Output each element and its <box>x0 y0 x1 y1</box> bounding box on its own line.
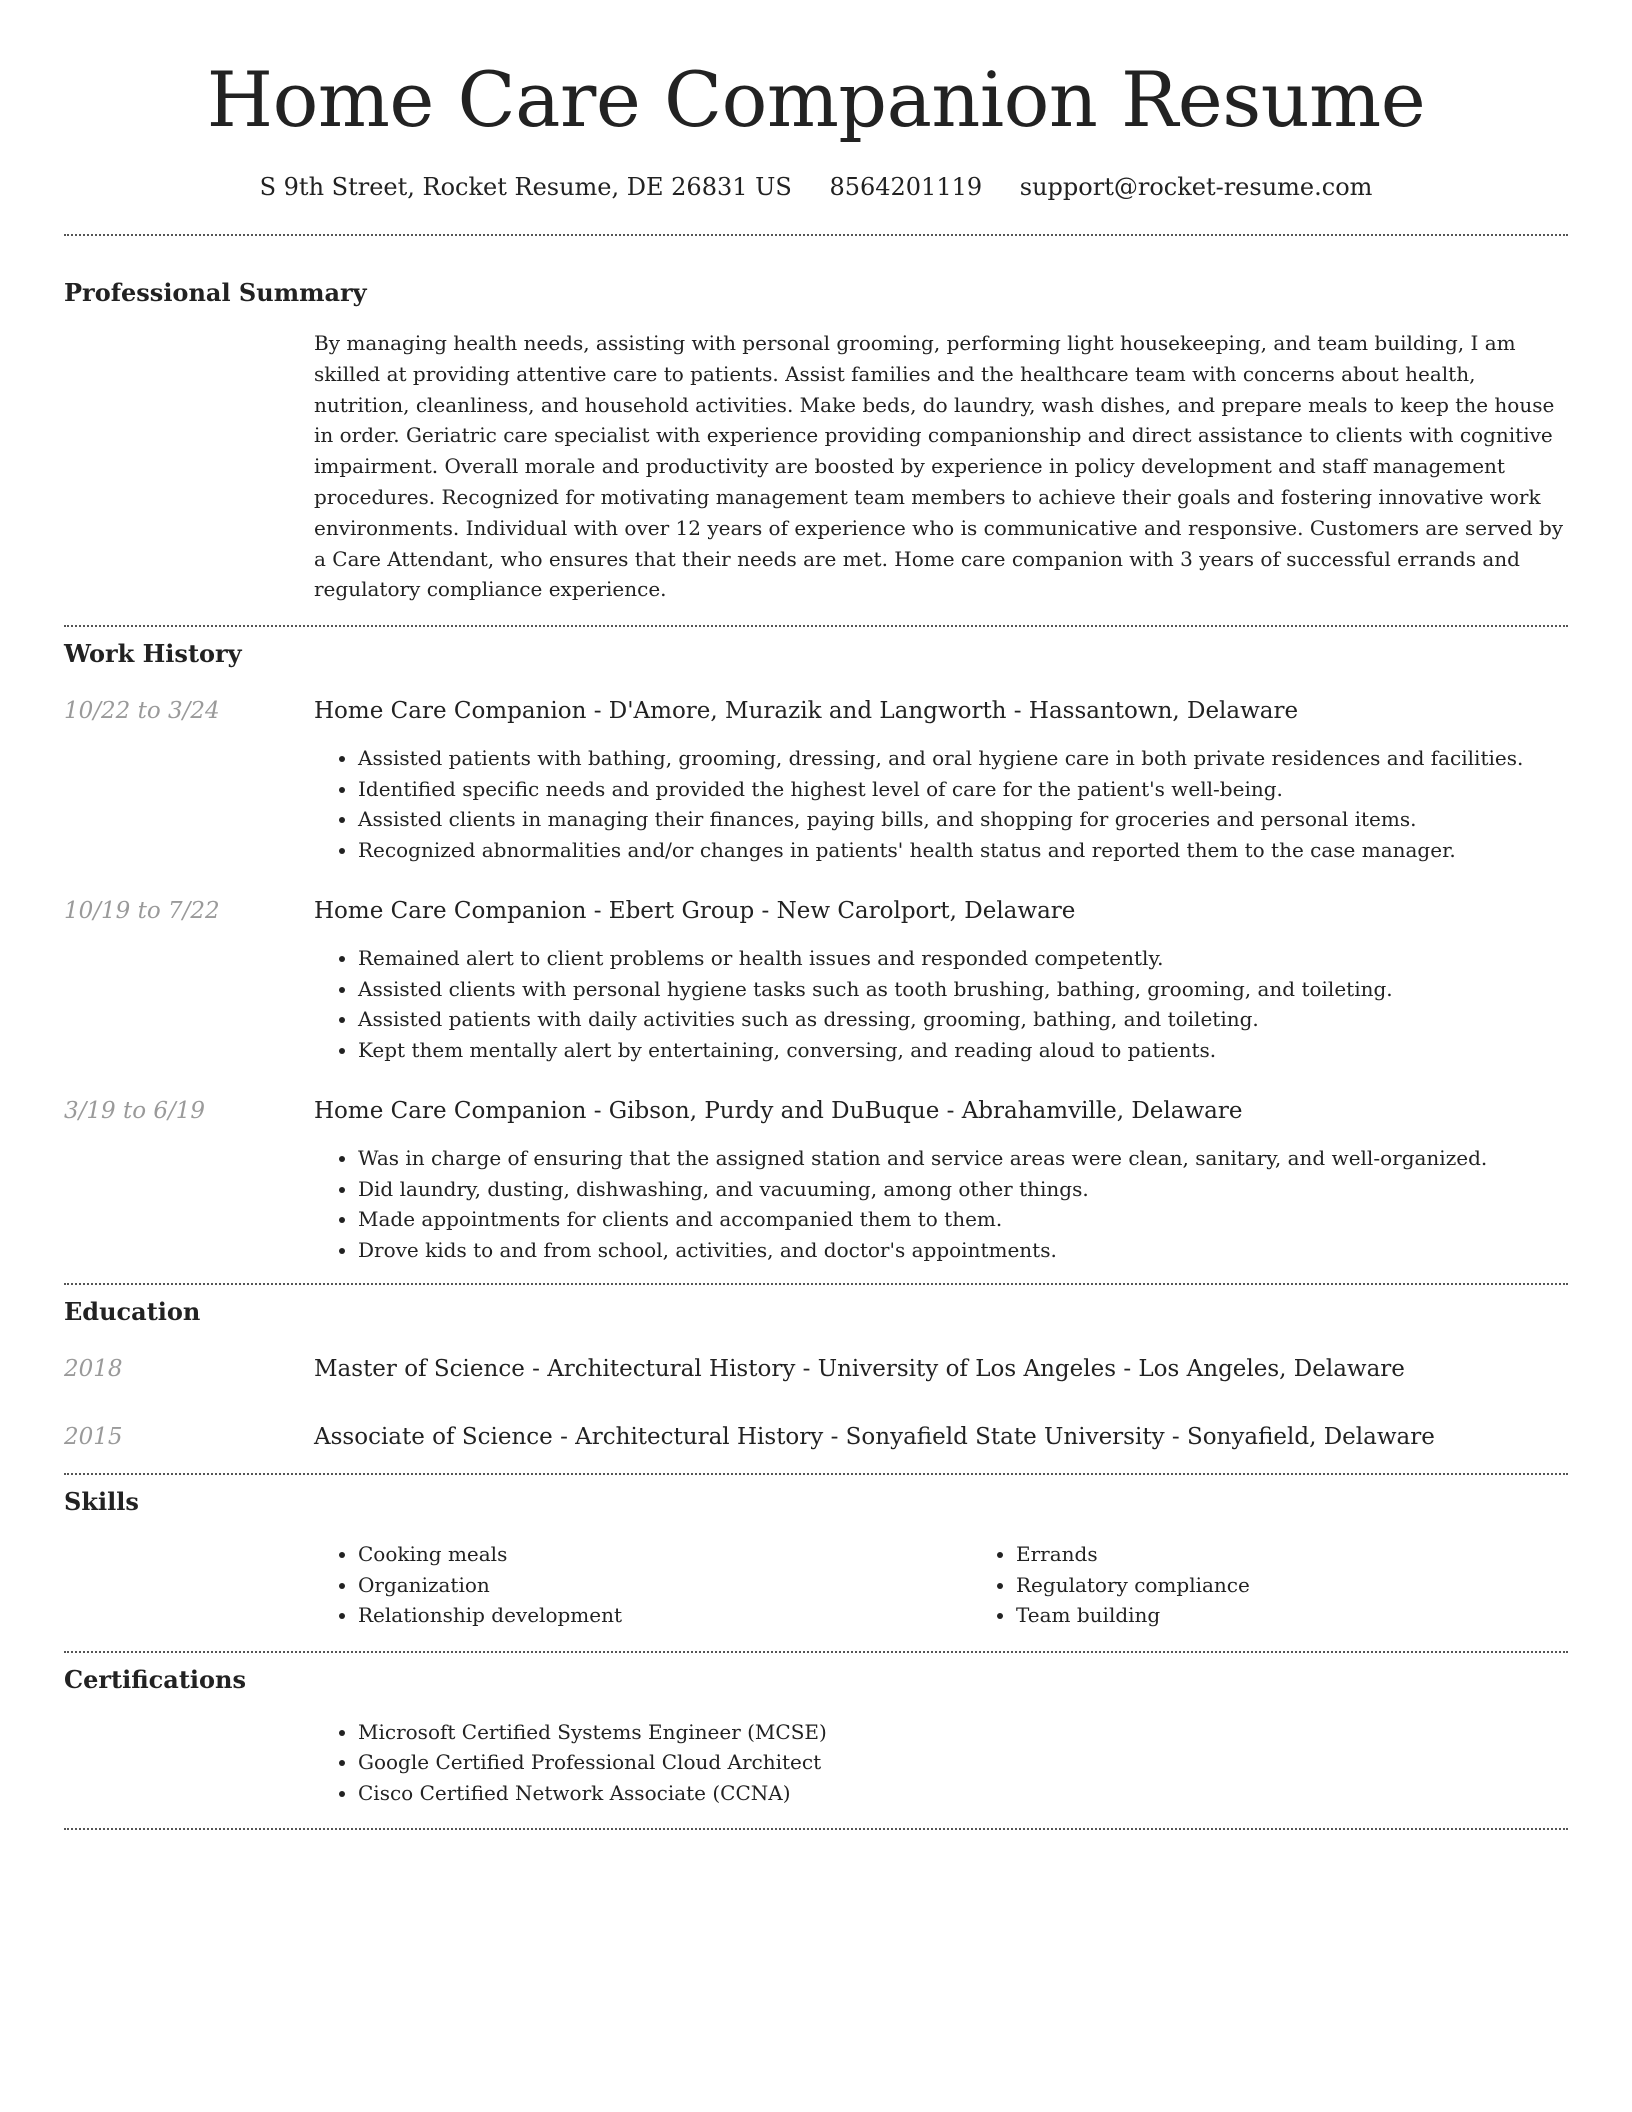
list-item: • Organization <box>358 1570 972 1601</box>
list-item: • Recognized abnormalities and/or changes in patients' health status and reported them to the case manager. <box>358 835 1568 866</box>
resume-page <box>64 0 1568 1830</box>
job-title: Home Care Companion - Ebert Group - New Carolport, Delaware <box>314 898 1076 925</box>
education-entry <box>64 1421 1568 1453</box>
list-item: • Assisted clients with personal hygiene tasks such as tooth brushing, bathing, grooming, and toileting. <box>358 974 1568 1005</box>
job-dates: 10/19 to 7/22 <box>64 898 220 925</box>
job-entry <box>64 895 1568 1065</box>
skills-section <box>64 1485 1568 1631</box>
education-year: 2015 <box>64 1424 123 1451</box>
contact-address: S 9th Street, Rocket Resume, DE 26831 US <box>259 173 792 201</box>
summary-text: By managing health needs, assisting with personal grooming, performing light housekeeping, and team building, I am skilled at providing attentive care to patients. Assist families and the healthcare team with concerns about health, nutrition, cleanliness, and household activities. Make beds, do laundry, wash dishes, and prepare meals to keep the house in order. Geriatric care specialist with experience providing companionship and direct assistance to clients with cognitive impairment. Overall morale and productivity are boosted by experience in policy development and staff management procedures. Recognized for motivating management team members to achieve their goals and fostering innovative work environments. Individual with over 12 years of experience who is communicative and responsive. Customers are served by a Care Attendant, who ensures that their needs are met. Home care companion with 3 years of successful errands and regulatory compliance experience. <box>314 331 1564 602</box>
certifications-heading: Certifications <box>64 1664 247 1694</box>
education-degree: Master of Science - Architectural History <box>314 1356 796 1383</box>
job-bullets <box>314 743 1568 865</box>
divider <box>64 1283 1568 1285</box>
job-dates: 3/19 to 6/19 <box>64 1098 206 1125</box>
list-item: • Identified specific needs and provided the highest level of care for the patient's well-being. <box>358 774 1568 805</box>
job-title: Home Care Companion - Gibson, Purdy and DuBuque - Abrahamville, Delaware <box>314 1098 1243 1125</box>
list-item: • Assisted clients in managing their finances, paying bills, and shopping for groceries and personal items. <box>358 804 1568 835</box>
education-degree: Associate of Science - Architectural History <box>314 1424 824 1451</box>
list-item: • Assisted patients with bathing, grooming, dressing, and oral hygiene care in both private residences and facilities. <box>358 743 1568 774</box>
list-item: • Remained alert to client problems or health issues and responded competently. <box>358 943 1568 974</box>
job-entry <box>64 1095 1568 1265</box>
job-entry <box>64 695 1568 865</box>
list-item: • Errands <box>1016 1539 1630 1570</box>
contact-phone: 8564201119 <box>829 173 983 201</box>
skills-heading: Skills <box>64 1487 139 1517</box>
page-title: Home Care Companion Resume <box>206 55 1426 144</box>
list-item: • Kept them mentally alert by entertaining, conversing, and reading aloud to patients. <box>358 1035 1568 1066</box>
work-history-heading: Work History <box>64 639 242 669</box>
job-bullets <box>314 1143 1568 1265</box>
education-year: 2018 <box>64 1356 123 1383</box>
skills-list-right <box>972 1539 1630 1631</box>
skills-spacer <box>64 1539 314 1631</box>
divider <box>64 234 1568 236</box>
list-item: • Cisco Certified Network Associate (CCNA) <box>358 1778 1568 1809</box>
divider <box>64 625 1568 627</box>
list-item: • Cooking meals <box>358 1539 972 1570</box>
education-heading: Education <box>64 1297 201 1327</box>
summary-spacer <box>64 328 314 605</box>
divider <box>64 1828 1568 1830</box>
job-dates: 10/22 to 3/24 <box>64 698 220 725</box>
divider <box>64 1473 1568 1475</box>
contact-email: support@rocket-resume.com <box>1019 173 1373 201</box>
certifications-list <box>314 1717 1568 1809</box>
list-item: • Relationship development <box>358 1600 972 1631</box>
list-item: • Drove kids to and from school, activities, and doctor's appointments. <box>358 1235 1568 1266</box>
work-history-section <box>64 637 1568 1265</box>
certifications-section <box>64 1663 1568 1809</box>
job-bullets <box>314 943 1568 1065</box>
divider <box>64 1651 1568 1653</box>
education-school: - University of Los Angeles - Los Angeles, Delaware <box>795 1356 1405 1383</box>
list-item: • Assisted patients with daily activities such as dressing, grooming, bathing, and toileting. <box>358 1004 1568 1035</box>
list-item: • Google Certified Professional Cloud Architect <box>358 1747 1568 1778</box>
contact-line <box>64 170 1568 204</box>
summary-section <box>64 276 1568 605</box>
list-item: • Made appointments for clients and accompanied them to them. <box>358 1204 1568 1235</box>
education-section <box>64 1295 1568 1453</box>
certifications-spacer <box>64 1717 314 1809</box>
skills-list-left <box>314 1539 972 1631</box>
list-item: • Did laundry, dusting, dishwashing, and vacuuming, among other things. <box>358 1174 1568 1205</box>
summary-heading: Professional Summary <box>64 278 367 307</box>
job-title: Home Care Companion - D'Amore, Murazik and Langworth - Hassantown, Delaware <box>314 698 1299 725</box>
list-item: • Microsoft Certified Systems Engineer (MCSE) <box>358 1717 1568 1748</box>
education-entry <box>64 1353 1568 1385</box>
education-school: - Sonyafield State University - Sonyafield, Delaware <box>823 1424 1435 1451</box>
list-item: • Team building <box>1016 1600 1630 1631</box>
list-item: • Was in charge of ensuring that the assigned station and service areas were clean, sanitary, and well-organized. <box>358 1143 1568 1174</box>
list-item: • Regulatory compliance <box>1016 1570 1630 1601</box>
